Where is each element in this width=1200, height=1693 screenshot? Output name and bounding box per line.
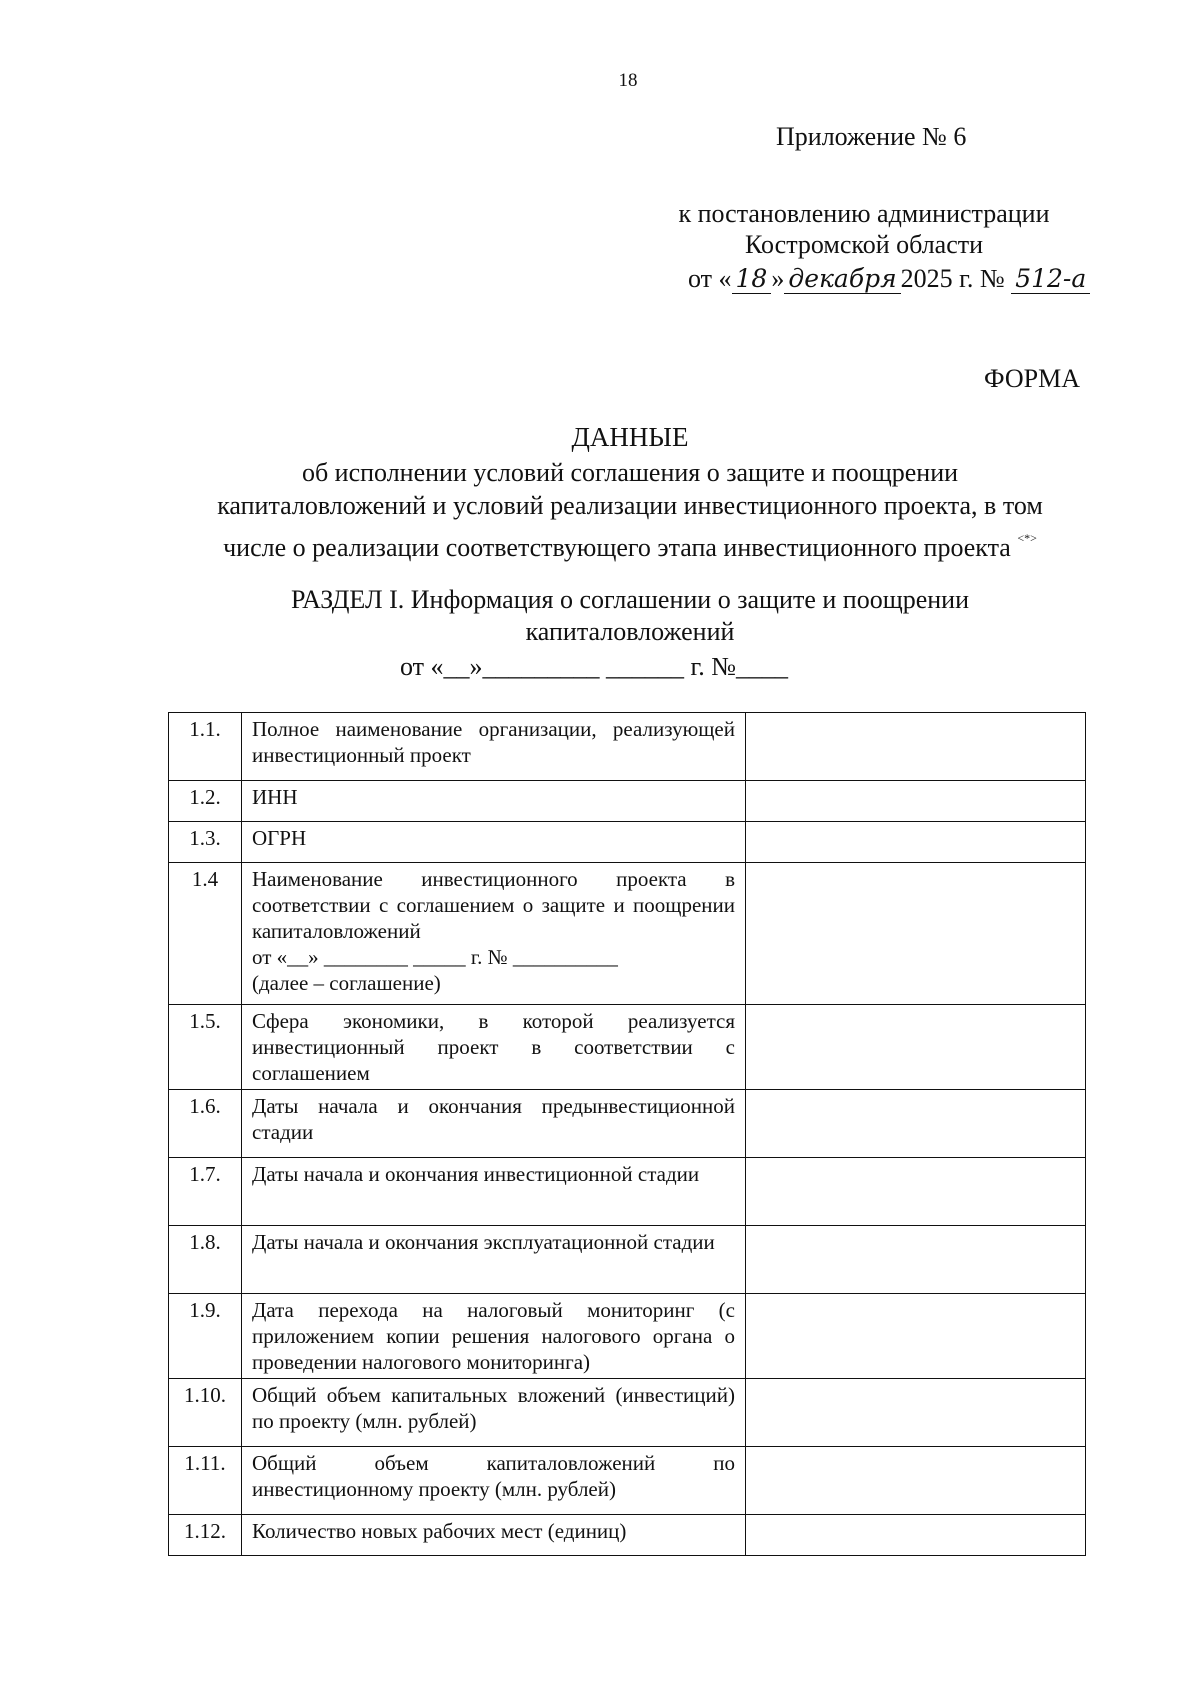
handwritten-number: 512-а — [1011, 265, 1090, 294]
appendix-title: Приложение № 6 — [776, 122, 967, 151]
table-row — [169, 1226, 1086, 1294]
section-title-line: РАЗДЕЛ I. Информация о соглашении о защите и поощрении — [291, 585, 969, 614]
row-label: ИНН — [242, 781, 746, 822]
resolution-line: к постановлению администрации — [678, 199, 1050, 228]
row-label-agreement-date: от «__» ________ _____ г. № __________ — [252, 945, 618, 969]
row-value-cell[interactable] — [746, 1294, 1086, 1379]
table-row — [169, 1447, 1086, 1515]
row-value-cell[interactable] — [746, 1005, 1086, 1090]
handwritten-month: декабря — [784, 265, 900, 294]
date-year-text: 2025 г. № — [900, 264, 1005, 293]
row-label: Полное наименование организации, реализующей инвестиционный проект — [242, 713, 746, 781]
row-number: 1.5. — [169, 1005, 242, 1090]
row-value-cell[interactable] — [746, 1158, 1086, 1226]
subtitle-line: числе о реализации соответствующего этапа инвестиционного проекта <*> — [223, 531, 1037, 562]
handwritten-day: 18 — [732, 265, 772, 294]
table-row — [169, 1379, 1086, 1447]
table-row — [169, 822, 1086, 863]
section-title-line: капиталовложений — [525, 617, 735, 646]
table-row — [169, 1090, 1086, 1158]
row-number: 1.3. — [169, 822, 242, 863]
subtitle-line: об исполнении условий соглашения о защите и поощрении — [301, 458, 959, 487]
row-value-cell[interactable] — [746, 863, 1086, 1005]
row-number: 1.1. — [169, 713, 242, 781]
table-row — [169, 863, 1086, 1005]
agreement-date-line: от «__»_________ ______ г. №____ — [400, 652, 789, 681]
row-value-cell[interactable] — [746, 1226, 1086, 1294]
row-value-cell[interactable] — [746, 781, 1086, 822]
row-label: Даты начала и окончания инвестиционной стадии — [242, 1158, 746, 1226]
subtitle-line: капиталовложений и условий реализации инвестиционного проекта, в том — [217, 491, 1043, 520]
row-number: 1.7. — [169, 1158, 242, 1226]
document-subtitle — [150, 456, 1110, 564]
row-value-cell[interactable] — [746, 1090, 1086, 1158]
row-number: 1.9. — [169, 1294, 242, 1379]
row-value-cell[interactable] — [746, 713, 1086, 781]
row-number: 1.6. — [169, 1090, 242, 1158]
resolution-reference — [640, 198, 1088, 260]
row-label — [242, 863, 746, 1005]
row-number: 1.10. — [169, 1379, 242, 1447]
row-number: 1.12. — [169, 1515, 242, 1556]
row-number: 1.11. — [169, 1447, 242, 1515]
agreement-info-table — [168, 712, 1086, 1556]
document-heading: ДАННЫЕ — [571, 422, 689, 452]
row-label: Общий объем капиталовложений по инвестиционному проекту (млн. рублей) — [242, 1447, 746, 1515]
resolution-line: Костромской области — [744, 230, 984, 259]
row-label: Общий объем капитальных вложений (инвестиций) по проекту (млн. рублей) — [242, 1379, 746, 1447]
row-value-cell[interactable] — [746, 1515, 1086, 1556]
table-row — [169, 1294, 1086, 1379]
date-quote-close: » — [771, 264, 785, 293]
row-label: Даты начала и окончания предынвестиционной стадии — [242, 1090, 746, 1158]
table-row — [169, 1515, 1086, 1556]
row-label-text: Наименование инвестиционного проекта в соответствии с соглашением о защите и поощрении капиталовложений — [252, 867, 735, 943]
page-number: 18 — [618, 70, 638, 91]
row-label: Количество новых рабочих мест (единиц) — [242, 1515, 746, 1556]
row-number: 1.2. — [169, 781, 242, 822]
row-label: Дата перехода на налоговый мониторинг (с приложением копии решения налогового органа о проведении налогового мониторинга) — [242, 1294, 746, 1379]
row-label: Даты начала и окончания эксплуатационной стадии — [242, 1226, 746, 1294]
row-label: Сфера экономики, в которой реализуется инвестиционный проект в соответствии с соглашением — [242, 1005, 746, 1090]
table-row — [169, 713, 1086, 781]
date-prefix: от « — [688, 264, 732, 293]
row-number: 1.4 — [169, 863, 242, 1005]
table-row — [169, 1005, 1086, 1090]
footnote-mark: <*> — [1017, 531, 1037, 545]
row-value-cell[interactable] — [746, 822, 1086, 863]
row-value-cell[interactable] — [746, 1447, 1086, 1515]
row-value-cell[interactable] — [746, 1379, 1086, 1447]
section-title — [160, 584, 1100, 648]
table-row — [169, 781, 1086, 822]
resolution-date-line — [688, 262, 1090, 296]
row-number: 1.8. — [169, 1226, 242, 1294]
row-label-note: (далее – соглашение) — [252, 971, 441, 995]
table-row — [169, 1158, 1086, 1226]
row-label: ОГРН — [242, 822, 746, 863]
form-label: ФОРМА — [984, 364, 1080, 393]
